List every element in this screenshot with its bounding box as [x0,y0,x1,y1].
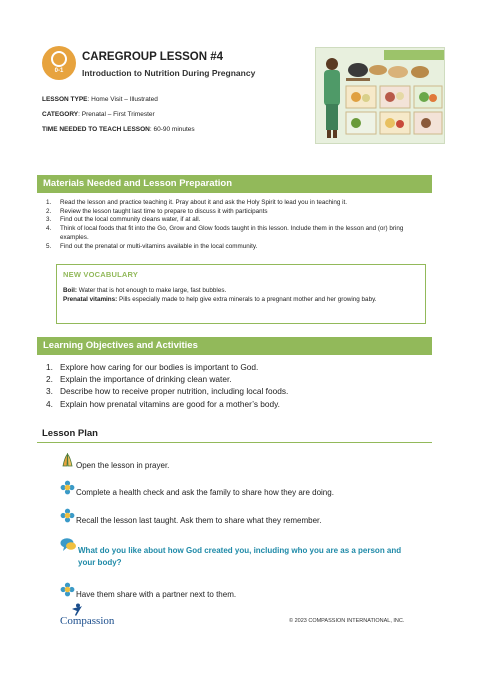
lesson-category: CATEGORY: Prenatal – First Trimester [42,111,155,118]
flower-icon [60,480,75,495]
compassion-brand: Compassion [60,615,115,627]
vocabulary-heading: NEW VOCABULARY [63,270,139,279]
copyright: © 2023 COMPASSION INTERNATIONAL, INC. [289,618,405,624]
lesson-illustration [315,47,445,144]
list-item: 3. Find out the local community cleans water, if at all. [46,216,201,224]
lesson-step-question [60,537,440,573]
step-text: Complete a health check and ask the family to share how they are doing. [76,488,334,497]
list-item: 5. Find out the prenatal or multi-vitamins available in the local community. [46,242,258,250]
lesson-step [60,508,440,530]
list-item: 2. Review the lesson taught last time to prepare to discuss it with participants [46,207,268,215]
praying-hands-icon [60,453,75,468]
flower-icon [60,508,75,523]
flower-icon [60,582,75,597]
step-text: Have them share with a partner next to them. [76,590,237,599]
list-item: 1. Explore how caring for our bodies is important to God. [46,362,259,372]
lesson-title: CAREGROUP LESSON #4 [82,51,224,63]
vocabulary-boil: Boil: Water that is hot enough to make large, fast bubbles. [63,287,227,294]
step-text: Recall the lesson last taught. Ask them to share what they remember. [76,516,322,525]
vocabulary-prenatal-vitamins: Prenatal vitamins: Pills especially made to help give extra minerals to a pregnant mother and her growing baby. [63,296,377,303]
list-item: 4. Explain how prenatal vitamins are good for a mother’s body. [46,398,280,409]
logo-age-tag: 0-1 [54,68,64,74]
lesson-subtitle: Introduction to Nutrition During Pregnancy [82,68,256,78]
compassion-logo [60,603,130,627]
lesson-step [60,453,440,475]
lesson-plan-heading: Lesson Plan [37,425,432,443]
lesson-type: LESSON TYPE: Home Visit – Illustrated [42,96,158,103]
caregroup-logo-icon [42,46,76,80]
lesson-time: TIME NEEDED TO TEACH LESSON: 60-90 minutes [42,126,195,133]
list-item: 2. Explain the importance of drinking clean water. [46,374,232,385]
lesson-step [60,480,440,502]
speech-bubbles-icon [60,537,75,552]
objectives-list [46,361,426,410]
lesson-header [42,46,292,86]
list-item: 3. Describe how to receive proper nutrition, including local foods. [46,386,289,397]
step-text: Open the lesson in prayer. [76,461,170,470]
objectives-heading: Learning Objectives and Activities [37,337,432,355]
list-item: 1. Read the lesson and practice teaching it. Pray about it and ask the Holy Spirit to lead you in teaching it. [46,199,348,206]
new-vocabulary-box [56,264,426,324]
materials-list [46,199,426,251]
materials-heading: Materials Needed and Lesson Preparation [37,175,432,193]
discussion-question: What do you like about how God created you, including who you are as a person and your body? [78,546,402,567]
lesson-step [60,582,440,604]
list-item: 4. Think of local foods that fit into the Go, Grow and Glow foods taught in this lesson. Include them in the lesson and (or) bring examples. [46,225,404,241]
